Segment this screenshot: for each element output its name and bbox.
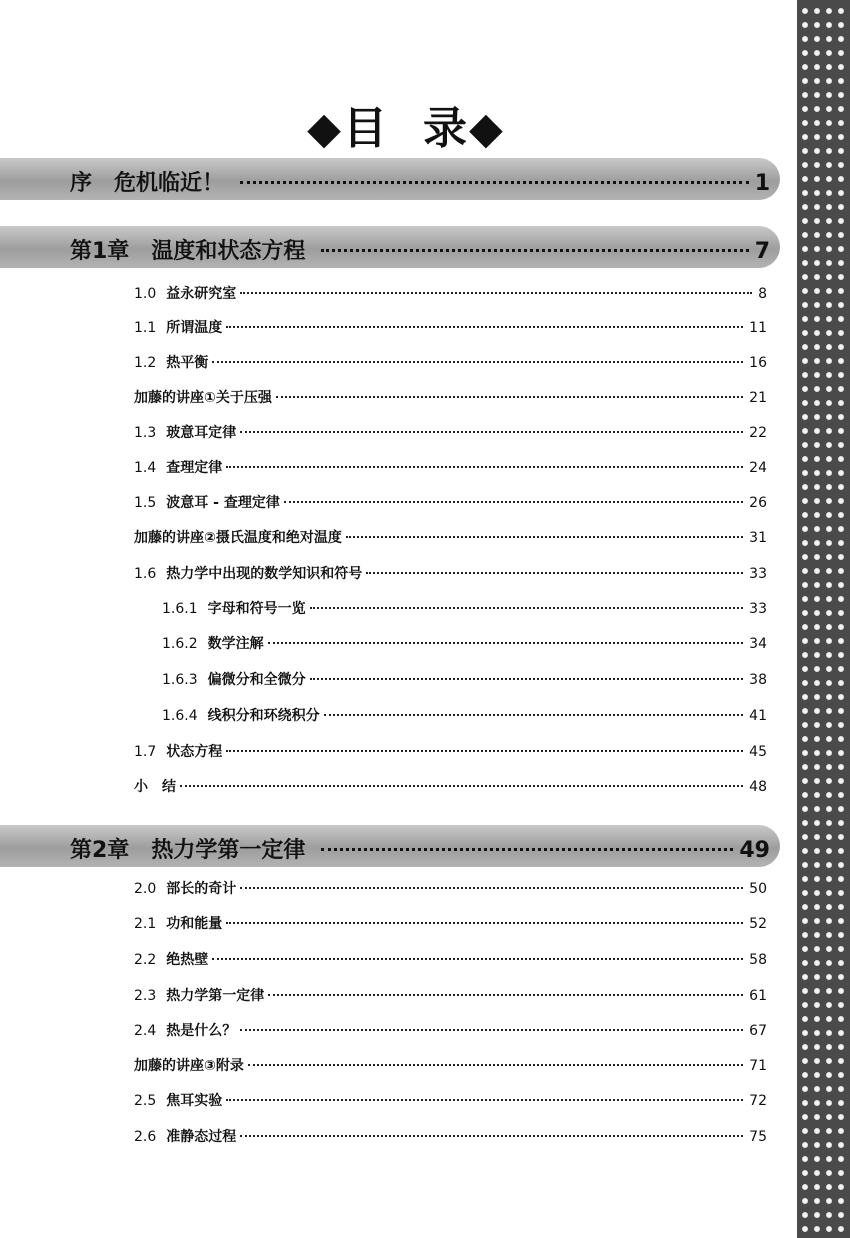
toc-entry[interactable] [134,878,767,898]
prologue-title: 危机临近！ [114,171,225,196]
toc-subentry[interactable] [162,633,767,653]
leader-dots [310,607,744,609]
entry-page: 48 [749,779,767,795]
toc-entry[interactable] [134,387,767,407]
chapter1-title: 温度和状态方程 [151,239,306,264]
entry-page: 21 [749,390,767,406]
entry-num: 1.0 [134,286,157,302]
leader-dots [240,431,743,433]
entry-num: 2.0 [134,881,157,897]
toc-entry[interactable] [134,1020,767,1040]
entry-title: 偏微分和全微分 [207,672,306,688]
entry-num: 2.2 [134,952,157,968]
entry-page: 31 [749,530,767,546]
toc-subentry[interactable] [162,705,767,725]
prologue-num: 序 [70,171,93,196]
leader-dots [284,501,743,503]
entry-title: 加藤的讲座③附录 [134,1058,244,1074]
leader-dots [226,1099,743,1101]
entry-page: 8 [758,286,767,302]
entry-num: 1.6.1 [162,601,198,617]
toc-prologue[interactable] [70,166,770,197]
entry-title: 玻意耳定律 [166,425,237,441]
entry-page: 71 [749,1058,767,1074]
toc-chapter-1[interactable] [70,234,770,265]
entry-page: 11 [749,320,767,336]
entry-page: 26 [749,495,767,511]
toc-subentry[interactable] [162,669,767,689]
leader-dots [276,396,743,398]
entry-num: 2.1 [134,916,157,932]
entry-page: 38 [749,672,767,688]
entry-page: 75 [749,1129,767,1145]
entry-num: 1.1 [134,320,157,336]
entry-page: 34 [749,636,767,652]
entry-title: 加藤的讲座①关于压强 [134,390,272,406]
leader-dots [212,958,743,960]
toc-entry[interactable] [134,492,767,512]
toc-entry[interactable] [134,776,767,796]
entry-title: 查理定律 [166,460,223,476]
entry-page: 33 [749,601,767,617]
entry-num: 1.5 [134,495,157,511]
toc-entry[interactable] [134,283,767,303]
leader-dots [240,1029,743,1031]
entry-title: 焦耳实验 [166,1093,223,1109]
entry-title: 部长的奇计 [166,881,237,897]
entry-title: 线积分和环绕积分 [207,708,320,724]
entry-page: 45 [749,744,767,760]
leader-dots [310,678,744,680]
chapter2-title: 热力学第一定律 [151,838,306,863]
entry-num: 1.6.4 [162,708,198,724]
chapter2-page: 49 [739,838,770,863]
diamond-right-icon: ◆ [469,103,505,154]
entry-title: 所谓温度 [166,320,223,336]
diamond-left-icon: ◆ [307,103,343,154]
leader-dots [226,466,743,468]
entry-page: 33 [749,566,767,582]
entry-title: 字母和符号一览 [207,601,306,617]
entry-page: 22 [749,425,767,441]
entry-num: 1.7 [134,744,157,760]
entry-title: 绝热壁 [166,952,209,968]
chapter1-page: 7 [754,239,770,264]
toc-entry[interactable] [134,457,767,477]
entry-title: 波意耳 - 查理定律 [166,495,280,511]
entry-num: 2.5 [134,1093,157,1109]
chapter2-num: 第2章 [70,838,130,863]
entry-page: 61 [749,988,767,1004]
chapter1-num: 第1章 [70,239,130,264]
leader-dots [226,326,743,328]
entry-title: 准静态过程 [166,1129,237,1145]
entry-title: 热力学第一定律 [166,988,265,1004]
toc-entry[interactable] [134,1126,767,1146]
entry-title: 数学注解 [207,636,264,652]
toc-entry[interactable] [134,317,767,337]
entry-title: 热平衡 [166,355,209,371]
toc-entry[interactable] [134,913,767,933]
leader-dots [324,714,744,716]
toc-entry[interactable] [134,1055,767,1075]
leader-dots [321,249,748,252]
entry-page: 58 [749,952,767,968]
entry-num: 1.2 [134,355,157,371]
leader-dots [226,750,743,752]
leader-dots [248,1064,743,1066]
leader-dots [321,848,733,851]
entry-title: 益永研究室 [166,286,237,302]
leader-dots [268,642,744,644]
entry-num: 1.6.2 [162,636,198,652]
toc-entry[interactable] [134,352,767,372]
prologue-page: 1 [754,171,770,196]
entry-page: 41 [749,708,767,724]
toc-entry[interactable] [134,422,767,442]
leader-dots [366,572,743,574]
entry-title: 状态方程 [166,744,223,760]
leader-dots [240,181,749,184]
toc-subentry[interactable] [162,598,767,618]
entry-num: 2.4 [134,1023,157,1039]
entry-num: 2.3 [134,988,157,1004]
entry-title: 热是什么？ [166,1023,237,1039]
decorative-dot-strip [797,0,850,1238]
leader-dots [226,922,743,924]
entry-title: 小 结 [134,779,176,795]
entry-page: 24 [749,460,767,476]
entry-title: 功和能量 [166,916,223,932]
toc-entry[interactable] [134,949,767,969]
title-word-1: 目 [343,103,389,154]
toc-entry[interactable] [134,563,767,583]
entry-num: 1.6.3 [162,672,198,688]
entry-num: 2.6 [134,1129,157,1145]
entry-num: 1.3 [134,425,157,441]
toc-entry[interactable] [134,985,767,1005]
entry-page: 67 [749,1023,767,1039]
leader-dots [240,292,752,294]
leader-dots [180,785,743,787]
toc-entry[interactable] [134,741,767,761]
entry-num: 1.6 [134,566,157,582]
entry-title: 加藤的讲座②摄氏温度和绝对温度 [134,530,342,546]
leader-dots [240,887,743,889]
toc-entry[interactable] [134,527,767,547]
entry-page: 72 [749,1093,767,1109]
title-word-2: 录 [423,103,469,154]
page-title [0,92,812,156]
leader-dots [240,1135,743,1137]
leader-dots [268,994,743,996]
toc-chapter-2[interactable] [70,833,770,864]
entry-page: 50 [749,881,767,897]
entry-title: 热力学中出现的数学知识和符号 [166,566,363,582]
entry-num: 1.4 [134,460,157,476]
entry-page: 52 [749,916,767,932]
leader-dots [212,361,743,363]
leader-dots [346,536,743,538]
entry-page: 16 [749,355,767,371]
toc-entry[interactable] [134,1090,767,1110]
